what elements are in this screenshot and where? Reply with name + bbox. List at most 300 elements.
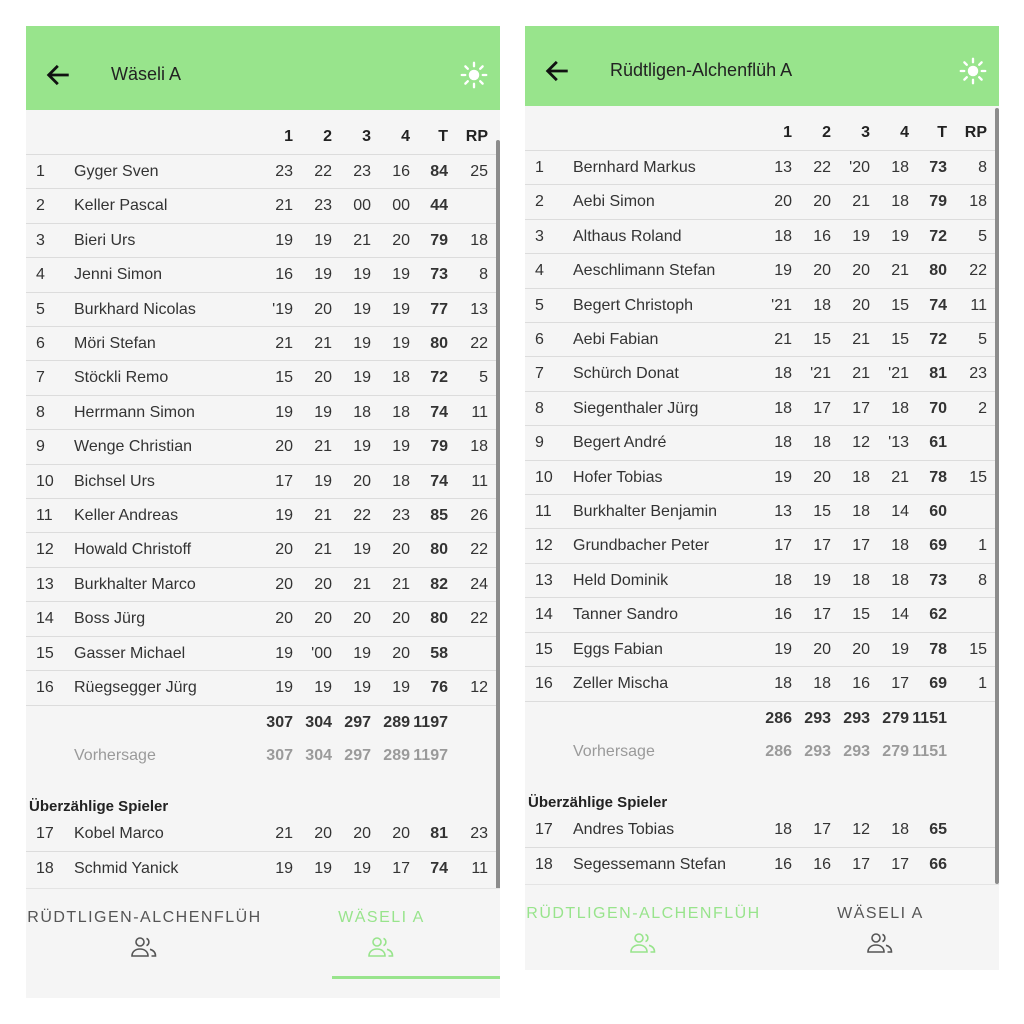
cell-rp: 22: [470, 541, 488, 559]
table-row: [525, 356, 995, 390]
cell-r2: 23: [314, 197, 332, 215]
cell-name: Keller Pascal: [74, 197, 168, 215]
cell-r4: 17: [891, 856, 909, 874]
cell-name: Rüegsegger Jürg: [74, 679, 197, 696]
cell-idx: 6: [36, 335, 45, 352]
table-row: [26, 636, 496, 670]
cell-r2: 19: [314, 472, 332, 490]
cell-r3: 16: [852, 675, 870, 692]
table-row: [26, 429, 496, 463]
cell-r3: 19: [353, 335, 371, 352]
cell-r2: 18: [813, 296, 831, 314]
arrow-left-icon[interactable]: [543, 57, 571, 85]
total-round-4: 289: [383, 714, 410, 731]
cell-idx: 3: [535, 227, 544, 245]
cell-r4: 00: [392, 197, 410, 215]
cell-r3: 21: [852, 193, 870, 211]
cell-rp: 15: [969, 468, 987, 486]
cell-r2: 19: [813, 571, 831, 589]
forecast-round-1: 307: [266, 747, 293, 764]
cell-r4: 17: [392, 860, 410, 878]
cell-r3: 19: [353, 860, 371, 878]
cell-t: 69: [929, 675, 947, 692]
tab-waeseli[interactable]: [762, 885, 999, 970]
cell-idx: 18: [535, 856, 553, 874]
cell-r4: 20: [392, 231, 410, 249]
cell-rp: 22: [969, 262, 987, 280]
cell-idx: 11: [535, 503, 552, 520]
cell-r4: 20: [392, 644, 410, 662]
cell-r1: 13: [774, 159, 792, 176]
cell-r3: 20: [852, 296, 870, 314]
active-tab-indicator: [332, 976, 500, 979]
cell-r3: 17: [852, 399, 870, 417]
cell-rp: 5: [978, 331, 987, 348]
cell-r3: 19: [353, 300, 371, 318]
table-row: [525, 563, 995, 597]
cell-idx: 4: [535, 262, 544, 280]
cell-name: Andres Tobias: [573, 821, 675, 838]
forecast-row: [26, 739, 496, 773]
cell-r1: 21: [275, 335, 293, 352]
cell-t: 85: [430, 507, 448, 524]
cell-r2: 17: [813, 821, 831, 838]
cell-name: Jenni Simon: [74, 266, 163, 284]
cell-r3: 19: [852, 227, 870, 245]
cell-t: 79: [929, 193, 947, 211]
cell-idx: 7: [36, 369, 45, 387]
cell-name: Gasser Michael: [74, 644, 186, 662]
page-title: Rüdtligen-Alchenflüh A: [610, 60, 793, 80]
scrollbar[interactable]: [496, 140, 500, 890]
cell-r4: 15: [891, 296, 909, 314]
cell-rp: 5: [479, 369, 488, 387]
cell-idx: 7: [535, 365, 544, 383]
app-bar: [525, 26, 999, 106]
forecast-sum: 1197: [413, 747, 448, 764]
cell-r1: 20: [774, 193, 792, 211]
cell-r1: 18: [774, 675, 792, 692]
cell-idx: 16: [36, 679, 54, 696]
cell-r4: 20: [392, 541, 410, 559]
cell-rp: 11: [471, 860, 488, 878]
cell-r3: 20: [353, 610, 371, 628]
table-row: [26, 601, 496, 635]
cell-r3: 20: [353, 472, 371, 490]
cell-rp: 8: [978, 159, 987, 176]
cell-rp: 18: [470, 231, 488, 249]
cell-rp: 22: [470, 335, 488, 352]
table-row: [525, 184, 995, 218]
cell-r1: 17: [774, 537, 792, 555]
cell-r4: 16: [392, 163, 410, 180]
people-icon: [865, 931, 895, 955]
table-row: [525, 847, 995, 881]
header-round-1: 1: [284, 128, 293, 145]
header-round-3: 3: [861, 124, 870, 141]
cell-idx: 17: [36, 825, 54, 842]
cell-r2: 17: [813, 399, 831, 417]
app-bar: [26, 26, 500, 110]
cell-name: Herrmann Simon: [74, 403, 195, 421]
cell-r3: 19: [353, 369, 371, 387]
cell-t: 79: [430, 438, 448, 456]
cell-r1: 17: [275, 472, 293, 490]
cell-idx: 15: [36, 644, 54, 662]
header-round-3: 3: [362, 128, 371, 145]
cell-r2: 20: [314, 610, 332, 628]
cell-t: 74: [929, 296, 947, 314]
cell-r1: 16: [275, 266, 293, 284]
table-row: [525, 460, 995, 494]
cell-name: Eggs Fabian: [573, 640, 663, 658]
cell-rp: 13: [470, 300, 488, 318]
cell-idx: 2: [36, 197, 45, 215]
cell-r3: 19: [353, 541, 371, 559]
table-row: [525, 528, 995, 562]
cell-r2: 22: [314, 163, 332, 180]
cell-idx: 14: [36, 610, 54, 628]
cell-r3: 18: [852, 468, 870, 486]
cell-t: 60: [929, 503, 947, 520]
cell-t: 73: [929, 159, 947, 176]
table-row: [26, 498, 496, 532]
cell-name: Segessemann Stefan: [573, 856, 726, 874]
cell-r4: 19: [891, 227, 909, 245]
cell-t: 74: [430, 472, 448, 490]
table-row: [525, 597, 995, 631]
cell-r4: 19: [392, 300, 410, 318]
forecast-label: Vorhersage: [573, 743, 655, 760]
cell-r1: 18: [774, 399, 792, 417]
cell-t: 81: [929, 365, 947, 383]
cell-t: 81: [430, 825, 448, 842]
table-row: [525, 425, 995, 459]
tab-ruedtligen[interactable]: [525, 885, 762, 970]
cell-t: 77: [430, 300, 448, 318]
cell-idx: 5: [535, 296, 544, 314]
cell-r1: 20: [275, 541, 293, 559]
table-row: [26, 464, 496, 498]
table-row: [525, 219, 995, 253]
cell-idx: 8: [535, 399, 544, 417]
cell-r1: '21: [771, 296, 792, 314]
cell-r3: 18: [353, 403, 371, 421]
header-round-2: 2: [822, 124, 831, 141]
cell-r1: 19: [275, 860, 293, 878]
cell-r2: 19: [314, 231, 332, 249]
cell-name: Aebi Fabian: [573, 331, 659, 348]
tab-bar: [26, 888, 500, 998]
cell-rp: 24: [470, 575, 488, 593]
cell-r2: 19: [314, 266, 332, 284]
cell-r3: 21: [353, 231, 371, 249]
total-round-4: 279: [882, 710, 909, 727]
cell-r2: 15: [813, 331, 831, 348]
forecast-round-4: 289: [383, 747, 410, 764]
cell-name: Aebi Simon: [573, 193, 655, 211]
cell-r4: 19: [392, 679, 410, 696]
cell-r3: 18: [852, 503, 870, 520]
team-panel-waeseli: [26, 26, 500, 998]
table-row: [26, 567, 496, 601]
cell-r3: 15: [852, 606, 870, 624]
arrow-left-icon[interactable]: [44, 61, 72, 89]
cell-name: Boss Jürg: [74, 610, 146, 628]
cell-r3: 20: [852, 262, 870, 280]
total-round-1: 286: [765, 710, 792, 727]
header-total: T: [937, 124, 947, 141]
cell-t: 76: [430, 679, 448, 696]
cell-t: 73: [430, 266, 448, 284]
cell-r3: 12: [852, 434, 870, 452]
cell-name: Burkhalter Benjamin: [573, 503, 718, 520]
cell-name: Grundbacher Peter: [573, 537, 710, 555]
tab-label: RÜDTLIGEN-ALCHENFLÜH: [526, 905, 761, 922]
cell-r3: 23: [353, 163, 371, 180]
total-round-2: 293: [804, 710, 831, 727]
cell-r4: 18: [891, 821, 909, 838]
tab-label: RÜDTLIGEN-ALCHENFLÜH: [27, 909, 262, 926]
cell-r2: 18: [813, 675, 831, 692]
cell-r4: 18: [392, 369, 410, 387]
cell-idx: 12: [36, 541, 54, 559]
header-round-4: 4: [401, 128, 410, 145]
cell-name: Howald Christoff: [74, 541, 192, 559]
cell-r1: 20: [275, 610, 293, 628]
cell-t: 61: [929, 434, 947, 452]
cell-name: Keller Andreas: [74, 507, 179, 524]
cell-name: Bernhard Markus: [573, 159, 696, 176]
cell-r4: 18: [392, 472, 410, 490]
cell-r2: 19: [314, 860, 332, 878]
cell-r3: '20: [849, 159, 870, 176]
cell-r2: 17: [813, 606, 831, 624]
cell-r4: 21: [891, 468, 909, 486]
cell-idx: 8: [36, 403, 45, 421]
cell-rp: 22: [470, 610, 488, 628]
cell-r3: 19: [353, 266, 371, 284]
header-round-2: 2: [323, 128, 332, 145]
cell-r4: 18: [891, 159, 909, 176]
cell-r1: 18: [774, 571, 792, 589]
cell-r4: 19: [891, 640, 909, 658]
cell-r2: 20: [314, 300, 332, 318]
cell-idx: 13: [36, 575, 54, 593]
tab-waeseli[interactable]: [263, 889, 500, 975]
cell-r3: 17: [852, 856, 870, 874]
cell-name: Schürch Donat: [573, 365, 679, 383]
cell-rp: 1: [978, 537, 987, 555]
cell-r3: 20: [852, 640, 870, 658]
cell-r4: 23: [392, 507, 410, 524]
cell-name: Begert Christoph: [573, 296, 694, 314]
cell-idx: 11: [36, 507, 53, 524]
cell-r4: 20: [392, 825, 410, 842]
cell-r1: 19: [774, 468, 792, 486]
cell-r1: 18: [774, 821, 792, 838]
cell-r1: 19: [774, 262, 792, 280]
cell-r1: 20: [275, 575, 293, 593]
cell-name: Burkhard Nicolas: [74, 300, 196, 318]
cell-name: Aeschlimann Stefan: [573, 262, 716, 280]
table-row: [26, 851, 496, 885]
cell-r2: 15: [813, 503, 831, 520]
scrollbar[interactable]: [995, 108, 999, 884]
cell-idx: 1: [36, 163, 45, 180]
cell-r2: 20: [813, 193, 831, 211]
table-row: [26, 670, 496, 704]
cell-r4: 19: [392, 266, 410, 284]
forecast-round-1: 286: [765, 743, 792, 760]
total-round-1: 307: [266, 714, 293, 731]
cell-r4: 19: [392, 335, 410, 352]
table-row: [525, 288, 995, 322]
tab-ruedtligen[interactable]: [26, 889, 263, 975]
table-row: [26, 326, 496, 360]
cell-r2: '00: [311, 644, 332, 662]
cell-idx: 14: [535, 606, 553, 624]
cell-t: 73: [929, 571, 947, 589]
cell-r2: 20: [813, 468, 831, 486]
people-icon: [129, 935, 159, 959]
cell-r2: 20: [813, 262, 831, 280]
cell-r3: 21: [353, 575, 371, 593]
cell-idx: 10: [535, 468, 553, 486]
cell-r4: 18: [891, 399, 909, 417]
cell-t: 58: [430, 644, 448, 662]
cell-r4: 21: [392, 575, 410, 593]
cell-t: 72: [929, 227, 947, 245]
cell-r2: 20: [813, 640, 831, 658]
cell-idx: 2: [535, 193, 544, 211]
page-title: Wäseli A: [111, 64, 182, 84]
forecast-row: [525, 735, 995, 769]
cell-t: 70: [929, 399, 947, 417]
cell-r2: 20: [314, 369, 332, 387]
cell-r2: 18: [813, 434, 831, 452]
total-sum: 1197: [413, 714, 448, 731]
cell-name: Bichsel Urs: [74, 472, 155, 490]
sun-icon[interactable]: [959, 57, 987, 85]
cell-r2: 20: [314, 575, 332, 593]
cell-t: 72: [929, 331, 947, 348]
cell-idx: 5: [36, 300, 45, 318]
cell-t: 80: [929, 262, 947, 280]
cell-rp: 26: [470, 507, 488, 524]
cell-r1: 19: [275, 231, 293, 249]
cell-rp: 23: [470, 825, 488, 842]
cell-name: Kobel Marco: [74, 825, 164, 842]
cell-t: 84: [430, 163, 448, 180]
cell-t: 80: [430, 335, 448, 352]
header-round-4: 4: [900, 124, 909, 141]
cell-t: 44: [430, 197, 448, 215]
cell-r4: 21: [891, 262, 909, 280]
cell-rp: 11: [471, 472, 488, 490]
totals-row: [525, 701, 995, 735]
header-rp: RP: [465, 128, 488, 145]
cell-name: Zeller Mischa: [573, 675, 669, 692]
cell-name: Althaus Roland: [573, 227, 682, 245]
table-row: [525, 632, 995, 666]
cell-r3: 17: [852, 537, 870, 555]
cell-idx: 16: [535, 675, 553, 692]
cell-idx: 4: [36, 266, 45, 284]
cell-t: 80: [430, 610, 448, 628]
cell-t: 74: [430, 403, 448, 421]
cell-r3: 22: [353, 507, 371, 524]
cell-rp: 15: [969, 640, 987, 658]
cell-r4: 18: [891, 537, 909, 555]
table-row: [26, 395, 496, 429]
overflow-players-title: Überzählige Spieler: [29, 798, 169, 815]
cell-r1: 18: [774, 434, 792, 452]
header-rp: RP: [964, 124, 987, 141]
cell-name: Wenge Christian: [74, 438, 192, 456]
cell-r3: 19: [353, 438, 371, 456]
table-row: [26, 292, 496, 326]
table-header: [525, 116, 995, 150]
cell-t: 69: [929, 537, 947, 555]
cell-rp: 18: [969, 193, 987, 211]
cell-r3: 19: [353, 644, 371, 662]
cell-r2: 16: [813, 856, 831, 874]
cell-idx: 6: [535, 331, 544, 348]
cell-r1: 19: [275, 403, 293, 421]
cell-name: Hofer Tobias: [573, 468, 663, 486]
cell-r3: 21: [852, 331, 870, 348]
forecast-round-3: 297: [344, 747, 371, 764]
cell-rp: 1: [978, 675, 987, 692]
forecast-label: Vorhersage: [74, 747, 156, 764]
cell-r1: '19: [272, 300, 293, 318]
cell-rp: 8: [479, 266, 488, 284]
totals-row: [26, 705, 496, 739]
cell-idx: 1: [535, 159, 544, 176]
cell-name: Möri Stefan: [74, 335, 156, 352]
cell-r2: 17: [813, 537, 831, 555]
cell-idx: 13: [535, 571, 553, 589]
cell-rp: 2: [978, 399, 987, 417]
forecast-round-3: 293: [843, 743, 870, 760]
forecast-sum: 1151: [912, 743, 947, 760]
cell-name: Held Dominik: [573, 571, 669, 589]
sun-icon[interactable]: [460, 61, 488, 89]
people-icon: [366, 935, 396, 959]
overflow-players-title: Überzählige Spieler: [528, 794, 668, 811]
table-row: [525, 666, 995, 700]
cell-r3: 00: [353, 197, 371, 215]
total-sum: 1151: [912, 710, 947, 727]
people-icon: [628, 931, 658, 955]
cell-t: 62: [929, 606, 947, 624]
cell-r4: 18: [891, 571, 909, 589]
table-row: [525, 253, 995, 287]
cell-idx: 18: [36, 860, 54, 878]
cell-r2: 21: [314, 541, 332, 559]
cell-t: 66: [929, 856, 947, 874]
table-row: [26, 817, 496, 851]
forecast-round-4: 279: [882, 743, 909, 760]
table-row: [26, 223, 496, 257]
cell-r4: '21: [888, 365, 909, 383]
cell-r1: 18: [774, 227, 792, 245]
table-row: [26, 154, 496, 188]
cell-rp: 11: [471, 403, 488, 421]
forecast-round-2: 293: [804, 743, 831, 760]
cell-r2: 22: [813, 159, 831, 176]
